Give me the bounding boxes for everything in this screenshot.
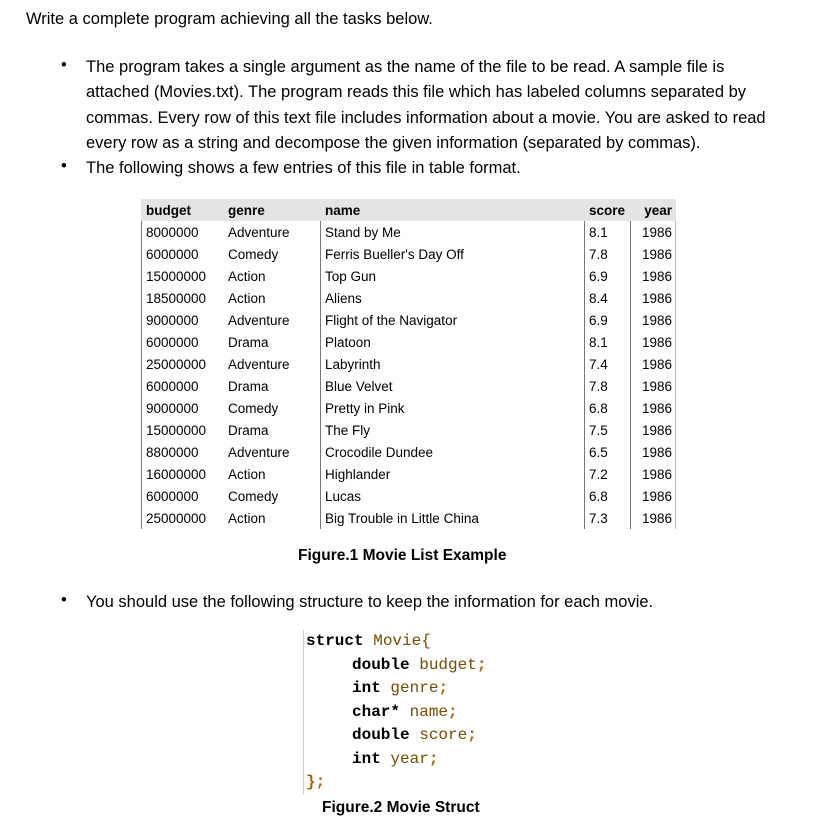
semicolon: ; — [448, 703, 458, 721]
cell-name: Top Gun — [321, 265, 585, 287]
cell-year: 1986 — [631, 375, 676, 397]
cell-budget: 15000000 — [142, 265, 225, 287]
field-type: int — [352, 679, 381, 697]
semicolon: ; — [438, 679, 449, 697]
cell-score: 8.1 — [585, 221, 631, 243]
cell-year: 1986 — [631, 397, 676, 419]
field-name: name — [409, 703, 449, 721]
column-header-name: name — [321, 199, 585, 221]
cell-score: 8.1 — [585, 331, 631, 353]
cell-year: 1986 — [631, 287, 676, 309]
bullet-marker: • — [61, 157, 67, 175]
cell-name: Ferris Bueller's Day Off — [321, 243, 585, 265]
field-type: double — [352, 726, 410, 744]
cell-name: Highlander — [321, 463, 585, 485]
cell-budget: 16000000 — [142, 463, 225, 485]
cell-budget: 15000000 — [142, 419, 225, 441]
cell-genre: Drama — [228, 334, 269, 350]
paragraph-line: The following shows a few entries of this file in table format. — [86, 159, 521, 177]
table-row — [142, 309, 676, 331]
cell-budget: 6000000 — [142, 243, 225, 265]
cell-score: 6.8 — [585, 485, 631, 507]
intro-text: Write a complete program achieving all the tasks below. — [26, 10, 433, 28]
field-type: char* — [352, 703, 401, 721]
cell-name: Aliens — [321, 287, 585, 309]
table-header-row — [142, 199, 676, 221]
bullet-marker: • — [61, 591, 67, 609]
column-header-year: year — [631, 199, 676, 221]
keyword: struct — [306, 632, 364, 650]
cell-budget: 8000000 — [142, 221, 225, 243]
cell-genre: Adventure — [228, 224, 290, 240]
field-type: int — [352, 750, 381, 768]
column-header-budget: budget — [142, 199, 225, 221]
cell-score: 7.3 — [585, 507, 631, 529]
table-row — [142, 485, 676, 507]
cell-budget: 9000000 — [142, 309, 225, 331]
cell-name: Blue Velvet — [321, 375, 585, 397]
struct-name: Movie{ — [373, 632, 431, 650]
figure-2-caption: Figure.2 Movie Struct — [322, 799, 480, 816]
cell-name: Platoon — [321, 331, 585, 353]
table-row — [142, 353, 676, 375]
table-body — [142, 221, 676, 529]
cell-year: 1986 — [631, 243, 676, 265]
cell-name: Crocodile Dundee — [321, 441, 585, 463]
cell-genre: Action — [228, 268, 266, 284]
movie-table — [141, 199, 676, 529]
cell-name: The Fly — [321, 419, 585, 441]
table-row — [142, 265, 676, 287]
struct-code-block — [303, 630, 542, 795]
cell-genre: Action — [228, 510, 266, 526]
cell-genre: Adventure — [228, 444, 290, 460]
table-row — [142, 507, 676, 529]
cell-name: Flight of the Navigator — [321, 309, 585, 331]
field-name: genre — [390, 679, 439, 697]
semicolon: ; — [467, 726, 477, 744]
cell-year: 1986 — [631, 441, 676, 463]
table-row — [142, 375, 676, 397]
code-line-field — [352, 724, 477, 748]
cell-genre: Drama — [228, 422, 269, 438]
cell-score: 8.4 — [585, 287, 631, 309]
table-row — [142, 419, 676, 441]
field-name: score — [419, 726, 468, 744]
paragraph-line: You should use the following structure to keep the information for each movie. — [86, 593, 654, 611]
table-row — [142, 397, 676, 419]
paragraph-line: attached (Movies.txt). The program reads this file which has labeled columns separated by — [86, 83, 747, 102]
table-row — [142, 243, 676, 265]
code-line-close — [306, 771, 325, 795]
cell-year: 1986 — [631, 221, 676, 243]
code-line-field — [352, 701, 458, 725]
cell-score: 7.4 — [585, 353, 631, 375]
cell-budget: 25000000 — [142, 507, 225, 529]
table-row — [142, 221, 676, 243]
code-line-field — [352, 748, 438, 772]
cell-genre: Action — [228, 466, 266, 482]
cell-year: 1986 — [631, 507, 676, 529]
cell-budget: 6000000 — [142, 331, 225, 353]
cell-year: 1986 — [631, 309, 676, 331]
cell-score: 7.8 — [585, 375, 631, 397]
cell-genre: Comedy — [228, 246, 279, 262]
semicolon: ; — [428, 750, 439, 768]
cell-score: 6.9 — [585, 265, 631, 287]
cell-genre: Adventure — [228, 312, 290, 328]
cell-genre: Comedy — [228, 400, 279, 416]
code-line-field — [352, 654, 486, 678]
paragraph-line: commas. Every row of this text file includes information about a movie. You are asked to read — [86, 108, 766, 127]
cell-genre: Drama — [228, 378, 269, 394]
cell-score: 6.9 — [585, 309, 631, 331]
cell-name: Lucas — [321, 485, 585, 507]
cell-name: Stand by Me — [321, 221, 585, 243]
cell-budget: 25000000 — [142, 353, 225, 375]
figure-1-caption: Figure.1 Movie List Example — [298, 547, 507, 564]
cell-name: Big Trouble in Little China — [321, 507, 585, 529]
cell-budget: 6000000 — [142, 375, 225, 397]
cell-score: 6.5 — [585, 441, 631, 463]
cell-name: Labyrinth — [321, 353, 585, 375]
bullet-paragraph-2 — [86, 156, 786, 181]
paragraph-line: every row as a string and decompose the given information (separated by commas). — [86, 133, 701, 152]
cell-genre: Action — [228, 290, 266, 306]
paragraph-line: The program takes a single argument as the name of the file to be read. A sample file is — [86, 58, 725, 76]
cell-score: 7.5 — [585, 419, 631, 441]
cell-year: 1986 — [631, 419, 676, 441]
cell-year: 1986 — [631, 463, 676, 485]
closing-brace: }; — [306, 773, 326, 791]
cell-name: Pretty in Pink — [321, 397, 585, 419]
cell-year: 1986 — [631, 331, 676, 353]
table-row — [142, 331, 676, 353]
bullet-paragraph-1 — [86, 55, 786, 156]
field-name: year — [390, 750, 429, 768]
table-row — [142, 287, 676, 309]
cell-genre: Comedy — [228, 488, 279, 504]
column-header-score: score — [585, 199, 631, 221]
semicolon: ; — [476, 656, 487, 674]
table-row — [142, 441, 676, 463]
column-header-genre: genre — [224, 199, 321, 221]
table-row — [142, 463, 676, 485]
cell-year: 1986 — [631, 353, 676, 375]
cell-year: 1986 — [631, 485, 676, 507]
bullet-paragraph-3 — [86, 590, 786, 615]
field-name: budget — [419, 656, 477, 674]
cell-budget: 9000000 — [142, 397, 225, 419]
code-line-struct — [306, 630, 431, 654]
field-type: double — [352, 656, 410, 674]
code-line-field — [352, 677, 448, 701]
cell-budget: 18500000 — [142, 287, 225, 309]
bullet-marker: • — [61, 56, 67, 74]
cell-genre: Adventure — [228, 356, 290, 372]
cell-score: 7.8 — [585, 243, 631, 265]
cell-budget: 8800000 — [142, 441, 225, 463]
cell-score: 6.8 — [585, 397, 631, 419]
cell-year: 1986 — [631, 265, 676, 287]
cell-score: 7.2 — [585, 463, 631, 485]
cell-budget: 6000000 — [142, 485, 225, 507]
